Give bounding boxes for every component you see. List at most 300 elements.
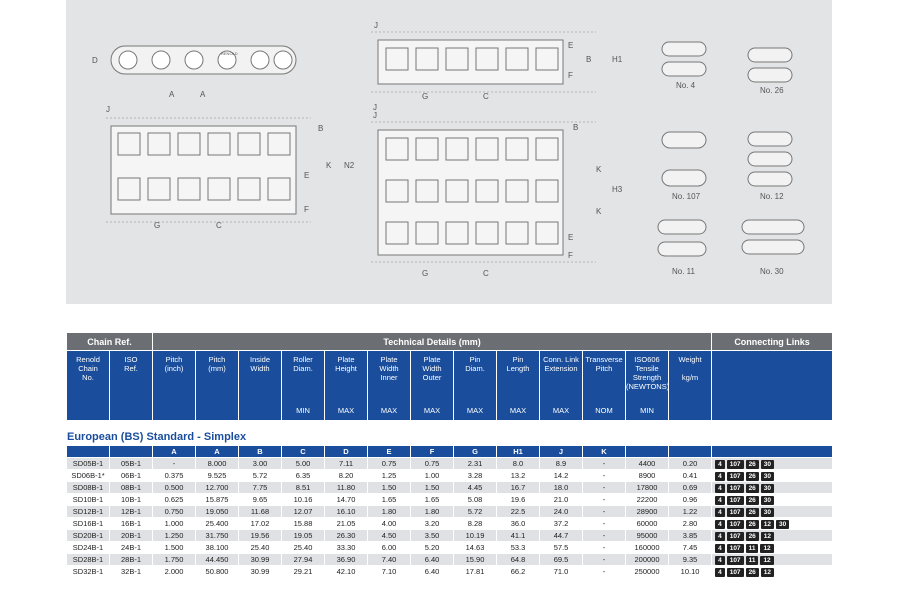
dimension-letter (669, 446, 711, 457)
group-header-row (67, 333, 832, 350)
table-cell: 8.51 (282, 482, 324, 493)
connecting-link-badge: 30 (776, 520, 789, 529)
table-cell: 06B-1 (121, 471, 142, 480)
table-cell: SD16B-1 (72, 519, 104, 528)
table-cell: - (602, 495, 606, 504)
table-row (67, 506, 832, 517)
table-cell: - (602, 519, 606, 528)
connecting-link-badge: 107 (727, 496, 744, 505)
column-header-limit: MAX (423, 406, 441, 415)
chain-side-view (111, 46, 296, 74)
diagram-label: J (373, 103, 377, 112)
diagram-label: A (200, 90, 206, 99)
spec-table-body (67, 421, 832, 577)
diagram-label: B (573, 123, 579, 132)
connecting-link-badge: 12 (761, 532, 774, 541)
connecting-links-cell (712, 458, 832, 469)
table-cell: 05B-1 (110, 458, 152, 469)
table-cell: 0.75 (411, 458, 453, 469)
table-cell: 0.750 (153, 506, 195, 517)
diagram-label: RENOLD (221, 51, 238, 56)
table-cell: SD12B-1 (67, 506, 109, 517)
table-cell: 16.10 (325, 506, 367, 517)
table-cell: - (583, 482, 625, 493)
table-cell: 3.28 (467, 471, 483, 480)
table-cell: SD10B-1 (72, 495, 104, 504)
connecting-link-badge: 107 (727, 484, 744, 493)
table-cell: - (583, 554, 625, 565)
diagram-label: J (373, 111, 377, 120)
connecting-links-cell (712, 506, 832, 517)
table-cell: 0.20 (669, 458, 711, 469)
dimension-letter: E (368, 446, 410, 457)
column-header (196, 351, 238, 420)
table-cell: 19.56 (239, 530, 281, 541)
table-cell: 24.0 (540, 506, 582, 517)
connecting-link-badge: 26 (746, 520, 759, 529)
connecting-link-badge: 30 (761, 460, 774, 469)
dimension-letter: A (153, 446, 195, 457)
table-cell: 6.40 (424, 567, 440, 576)
column-header (454, 351, 496, 420)
table-row (67, 566, 832, 577)
table-cell: 1.500 (164, 543, 184, 552)
table-cell: 9.35 (669, 554, 711, 565)
column-header-limit: MAX (509, 406, 527, 415)
table-cell: 8.000 (196, 458, 238, 469)
diagram-label: G (422, 269, 429, 278)
dimension-letter: C (282, 446, 324, 457)
table-cell: 17.02 (250, 519, 270, 528)
table-cell: 10.19 (454, 530, 496, 541)
table-cell: 25.400 (205, 519, 229, 528)
table-cell: 16.7 (497, 482, 539, 493)
spec-table (66, 332, 833, 578)
table-cell: - (153, 458, 195, 469)
column-header-label: Pin Diam. (465, 355, 485, 373)
connecting-link-badge: 12 (761, 520, 774, 529)
column-header-limit: MAX (337, 406, 355, 415)
table-cell: 30.99 (239, 554, 281, 565)
table-cell: 11.80 (325, 482, 367, 493)
diagram-label: J (106, 105, 110, 114)
connecting-link-badge: 12 (761, 568, 774, 577)
diagram-label: C (483, 269, 489, 278)
table-cell: SD06B-1* (71, 471, 105, 480)
column-header (239, 351, 281, 420)
column-header-label: Pitch (inch) (164, 355, 184, 373)
table-cell: 22200 (636, 495, 658, 504)
diagram-label: K (326, 161, 332, 170)
dimension-letter: K (583, 446, 625, 457)
table-cell: 5.72 (454, 506, 496, 517)
table-cell: 1.250 (153, 530, 195, 541)
diagram-label: G (422, 92, 429, 101)
connecting-link-badge: 30 (761, 508, 774, 517)
dimension-letter (626, 446, 668, 457)
table-cell: SD24B-1 (72, 543, 104, 552)
table-cell: 3.50 (411, 530, 453, 541)
connecting-link-badge: 11 (746, 556, 759, 565)
table-cell: 22.5 (497, 506, 539, 517)
connecting-link-badge: 4 (715, 460, 725, 469)
connecting-link-badge: 107 (727, 544, 744, 553)
connecting-link-badge: 26 (746, 484, 759, 493)
connecting-link-badge: 4 (715, 532, 725, 541)
connecting-link-badge: 30 (761, 472, 774, 481)
table-cell: 08B-1 (110, 482, 152, 493)
column-header-limit: NOM (595, 406, 613, 415)
table-cell: 5.72 (252, 471, 268, 480)
diagram-label: B (586, 55, 592, 64)
column-header-label: ISO Ref. (124, 355, 138, 373)
table-cell: 95000 (626, 530, 668, 541)
connecting-link-badge: 4 (715, 472, 725, 481)
column-header-limit: MIN (296, 406, 310, 415)
table-cell: 14.63 (465, 543, 485, 552)
table-cell: 25.40 (250, 543, 270, 552)
dimension-letter: H1 (497, 446, 539, 457)
connecting-link-badge: 26 (746, 496, 759, 505)
table-cell: 12B-1 (110, 506, 152, 517)
column-header-limit: MAX (552, 406, 570, 415)
table-row (67, 542, 832, 553)
table-cell: - (583, 506, 625, 517)
column-header-label: Roller Diam. (293, 355, 313, 373)
table-cell: 7.10 (381, 567, 397, 576)
connecting-link-badge: 26 (746, 568, 759, 577)
table-cell: SD08B-1 (67, 482, 109, 493)
table-cell: - (602, 471, 606, 480)
table-cell: 36.90 (325, 554, 367, 565)
table-cell: 7.40 (368, 554, 410, 565)
table-cell: 15.90 (454, 554, 496, 565)
table-cell: 0.75 (368, 458, 410, 469)
table-cell: 15.875 (205, 495, 229, 504)
diagram-label: N2 (344, 161, 355, 170)
connecting-link-badge: 26 (746, 472, 759, 481)
link-caption: No. 11 (672, 267, 695, 276)
table-cell: 8.0 (497, 458, 539, 469)
diagram-label: F (568, 71, 573, 80)
dimension-letter: F (411, 446, 453, 457)
connecting-links-cell (712, 494, 832, 505)
connecting-link-badge: 107 (727, 520, 744, 529)
table-cell: 50.800 (205, 567, 229, 576)
table-row (67, 470, 832, 481)
table-cell: 1.65 (381, 495, 397, 504)
table-cell: 36.0 (510, 519, 526, 528)
spec-table-wrap (66, 332, 832, 578)
connecting-link-badge: 107 (727, 568, 744, 577)
connecting-link-icons (658, 42, 804, 256)
column-header-limit: MIN (640, 406, 654, 415)
table-cell: 7.11 (325, 458, 367, 469)
connecting-link-badge: 30 (761, 484, 774, 493)
table-cell: 19.050 (196, 506, 238, 517)
table-cell: SD20B-1 (67, 530, 109, 541)
table-cell: 53.3 (510, 543, 526, 552)
table-row (67, 530, 832, 541)
table-cell: 1.80 (411, 506, 453, 517)
table-cell: 11.68 (239, 506, 281, 517)
table-cell: 5.20 (424, 543, 440, 552)
connecting-link-badge: 30 (761, 496, 774, 505)
column-header (540, 351, 582, 420)
table-cell: 3.00 (239, 458, 281, 469)
column-header-label: Plate Height (335, 355, 357, 373)
column-header-label: Weight kg/m (678, 355, 702, 382)
chain-diagrams (66, 0, 832, 304)
link-caption: No. 30 (760, 267, 784, 276)
column-header (669, 351, 711, 420)
table-cell: 28B-1 (110, 554, 152, 565)
connecting-link-badge: 4 (715, 508, 725, 517)
table-cell: 44.450 (196, 554, 238, 565)
table-cell: 0.96 (682, 495, 698, 504)
table-cell: 17.81 (465, 567, 485, 576)
table-cell: 37.2 (553, 519, 569, 528)
table-cell: 10.10 (680, 567, 700, 576)
connecting-links-cell (712, 554, 832, 565)
table-cell: 7.75 (239, 482, 281, 493)
table-cell: 1.750 (153, 554, 195, 565)
table-cell: 12.07 (282, 506, 324, 517)
table-cell: 20B-1 (110, 530, 152, 541)
column-header-label: Conn. Link Extension (543, 355, 579, 373)
table-cell: 200000 (626, 554, 668, 565)
table-cell: 7.45 (682, 543, 698, 552)
group-header-technical: Technical Details (mm) (153, 333, 711, 350)
dimension-letter-row (67, 446, 832, 457)
table-cell: 8900 (638, 471, 656, 480)
diagram-label: K (596, 207, 602, 216)
table-cell: 5.00 (282, 458, 324, 469)
diagram-label: H3 (612, 185, 623, 194)
table-cell: 1.25 (381, 471, 397, 480)
column-header-label: Pitch (mm) (208, 355, 226, 373)
table-cell: 28900 (626, 506, 668, 517)
connecting-link-badge: 4 (715, 544, 725, 553)
table-row (67, 518, 832, 529)
connecting-link-badge: 4 (715, 520, 725, 529)
table-cell: 31.750 (196, 530, 238, 541)
column-header-limit: MAX (466, 406, 484, 415)
column-header (497, 351, 539, 420)
column-header-label: Plate Width Inner (379, 355, 399, 382)
connecting-link-badge: 4 (715, 568, 725, 577)
link-caption: No. 12 (760, 192, 784, 201)
column-header (282, 351, 324, 420)
connecting-links-cell (712, 530, 832, 541)
table-cell: 0.375 (164, 471, 184, 480)
table-cell: 1.50 (368, 482, 410, 493)
column-header-label: ISO606 Tensile Strength (NEWTONS) (626, 355, 670, 391)
table-cell: SD32B-1 (72, 567, 104, 576)
dimension-letter: A (196, 446, 238, 457)
table-cell: - (602, 567, 606, 576)
table-cell: 0.69 (669, 482, 711, 493)
table-cell: 9.525 (207, 471, 227, 480)
table-cell: 24B-1 (121, 543, 142, 552)
connecting-link-badge: 107 (727, 556, 744, 565)
table-cell: 2.31 (454, 458, 496, 469)
column-header (67, 351, 109, 420)
dimension-letter: J (540, 446, 582, 457)
table-cell: 15.88 (293, 519, 313, 528)
column-header (368, 351, 410, 420)
column-header (110, 351, 152, 420)
dimension-letter (110, 446, 152, 457)
table-cell: 19.05 (282, 530, 324, 541)
table-cell: 4400 (626, 458, 668, 469)
connecting-links-cell (712, 482, 832, 493)
table-cell: 13.2 (510, 471, 526, 480)
table-cell: 9.65 (252, 495, 268, 504)
table-cell: 21.05 (336, 519, 356, 528)
column-header-label: Renold Chain No. (76, 355, 100, 382)
diagram-label: E (568, 233, 574, 242)
group-header-chain-ref: Chain Ref. (67, 333, 152, 350)
diagram-label: D (92, 56, 98, 65)
table-cell: 3.20 (424, 519, 440, 528)
column-header (325, 351, 367, 420)
table-cell: 160000 (634, 543, 660, 552)
table-cell: 4.00 (381, 519, 397, 528)
diagram-label: H1 (612, 55, 623, 64)
table-cell: 21.0 (553, 495, 569, 504)
connecting-link-badge: 107 (727, 460, 744, 469)
table-cell: 30.99 (250, 567, 270, 576)
table-cell: 1.65 (424, 495, 440, 504)
connecting-link-badge: 12 (760, 544, 773, 553)
dimension-letter: D (325, 446, 367, 457)
table-cell: 1.00 (424, 471, 440, 480)
link-caption: No. 107 (672, 192, 701, 201)
diagram-label: C (216, 221, 222, 230)
table-cell: 64.8 (497, 554, 539, 565)
table-cell: 4.45 (454, 482, 496, 493)
table-cell: 0.625 (164, 495, 184, 504)
diagram-label: F (568, 251, 573, 260)
table-cell: - (583, 458, 625, 469)
table-cell: 17800 (626, 482, 668, 493)
table-cell: - (583, 530, 625, 541)
table-cell: 250000 (634, 567, 660, 576)
table-cell: 27.94 (282, 554, 324, 565)
diagram-label: E (568, 41, 574, 50)
connecting-links-cell (712, 518, 832, 529)
table-cell: 18.0 (540, 482, 582, 493)
column-header-label: Plate Width Outer (422, 355, 442, 382)
table-cell: 14.70 (336, 495, 356, 504)
connecting-link-badge: 4 (715, 484, 725, 493)
table-cell: 5.08 (467, 495, 483, 504)
table-cell: 57.5 (553, 543, 569, 552)
table-cell: 66.2 (510, 567, 526, 576)
diagram-label: A (169, 90, 175, 99)
table-cell: 33.30 (336, 543, 356, 552)
connecting-link-badge: 107 (727, 532, 744, 541)
table-cell: 1.000 (164, 519, 184, 528)
connecting-link-badge: 107 (727, 472, 744, 481)
table-cell: 8.20 (338, 471, 354, 480)
table-cell: 19.6 (510, 495, 526, 504)
dimension-letter: G (454, 446, 496, 457)
dimension-letter: B (239, 446, 281, 457)
column-header-label: Inside Width (250, 355, 271, 373)
connecting-link-badge: 4 (715, 556, 725, 565)
table-row (67, 458, 832, 469)
diagram-label: J (374, 21, 378, 30)
table-cell: SD28B-1 (67, 554, 109, 565)
column-header-limit: MAX (380, 406, 398, 415)
column-header (153, 351, 195, 420)
table-cell: 4.50 (368, 530, 410, 541)
table-cell: 71.0 (553, 567, 569, 576)
column-header (583, 351, 625, 420)
column-header-label: Pin Length (506, 355, 530, 373)
table-cell: 3.85 (669, 530, 711, 541)
connecting-link-badge: 4 (715, 496, 725, 505)
table-cell: 14.2 (553, 471, 569, 480)
table-row (67, 554, 832, 565)
table-cell: 42.10 (336, 567, 356, 576)
table-cell: 2.80 (682, 519, 698, 528)
table-cell: 16B-1 (121, 519, 142, 528)
column-header-row (67, 351, 832, 420)
column-header-label: Transverse Pitch (585, 355, 623, 373)
table-cell: 6.00 (381, 543, 397, 552)
diagram-label: F (304, 205, 309, 214)
column-header (411, 351, 453, 420)
chain-top-view-simplex (378, 40, 563, 84)
chain-top-view-triplex (378, 130, 563, 255)
table-cell: 69.5 (540, 554, 582, 565)
chain-top-view-duplex (111, 126, 296, 214)
diagram-label: C (483, 92, 489, 101)
connecting-link-badge: 107 (727, 508, 744, 517)
table-cell: - (602, 543, 606, 552)
dimension-letter (712, 446, 832, 457)
diagram-label: K (596, 165, 602, 174)
table-cell: 60000 (636, 519, 658, 528)
table-cell: SD05B-1 (67, 458, 109, 469)
table-cell: 32B-1 (121, 567, 142, 576)
column-header-label (712, 351, 832, 355)
table-cell: 10B-1 (121, 495, 142, 504)
dimension-letter (67, 446, 109, 457)
diagram-label: B (318, 124, 324, 133)
table-row (67, 494, 832, 505)
table-cell: 38.100 (205, 543, 229, 552)
diagram-label: G (154, 221, 161, 230)
connecting-link-badge: 26 (746, 532, 759, 541)
column-header (712, 351, 832, 420)
connecting-links-cell (712, 542, 832, 553)
link-caption: No. 4 (676, 81, 696, 90)
group-header-connecting: Connecting Links (712, 333, 832, 350)
connecting-link-badge: 11 (746, 544, 759, 553)
table-cell: 6.35 (295, 471, 311, 480)
table-cell: 12.700 (196, 482, 238, 493)
table-cell: 2.000 (164, 567, 184, 576)
table-cell: 8.28 (467, 519, 483, 528)
connecting-links-cell (712, 566, 832, 577)
table-cell: 25.40 (293, 543, 313, 552)
table-cell: 41.1 (497, 530, 539, 541)
connecting-link-badge: 12 (760, 556, 773, 565)
